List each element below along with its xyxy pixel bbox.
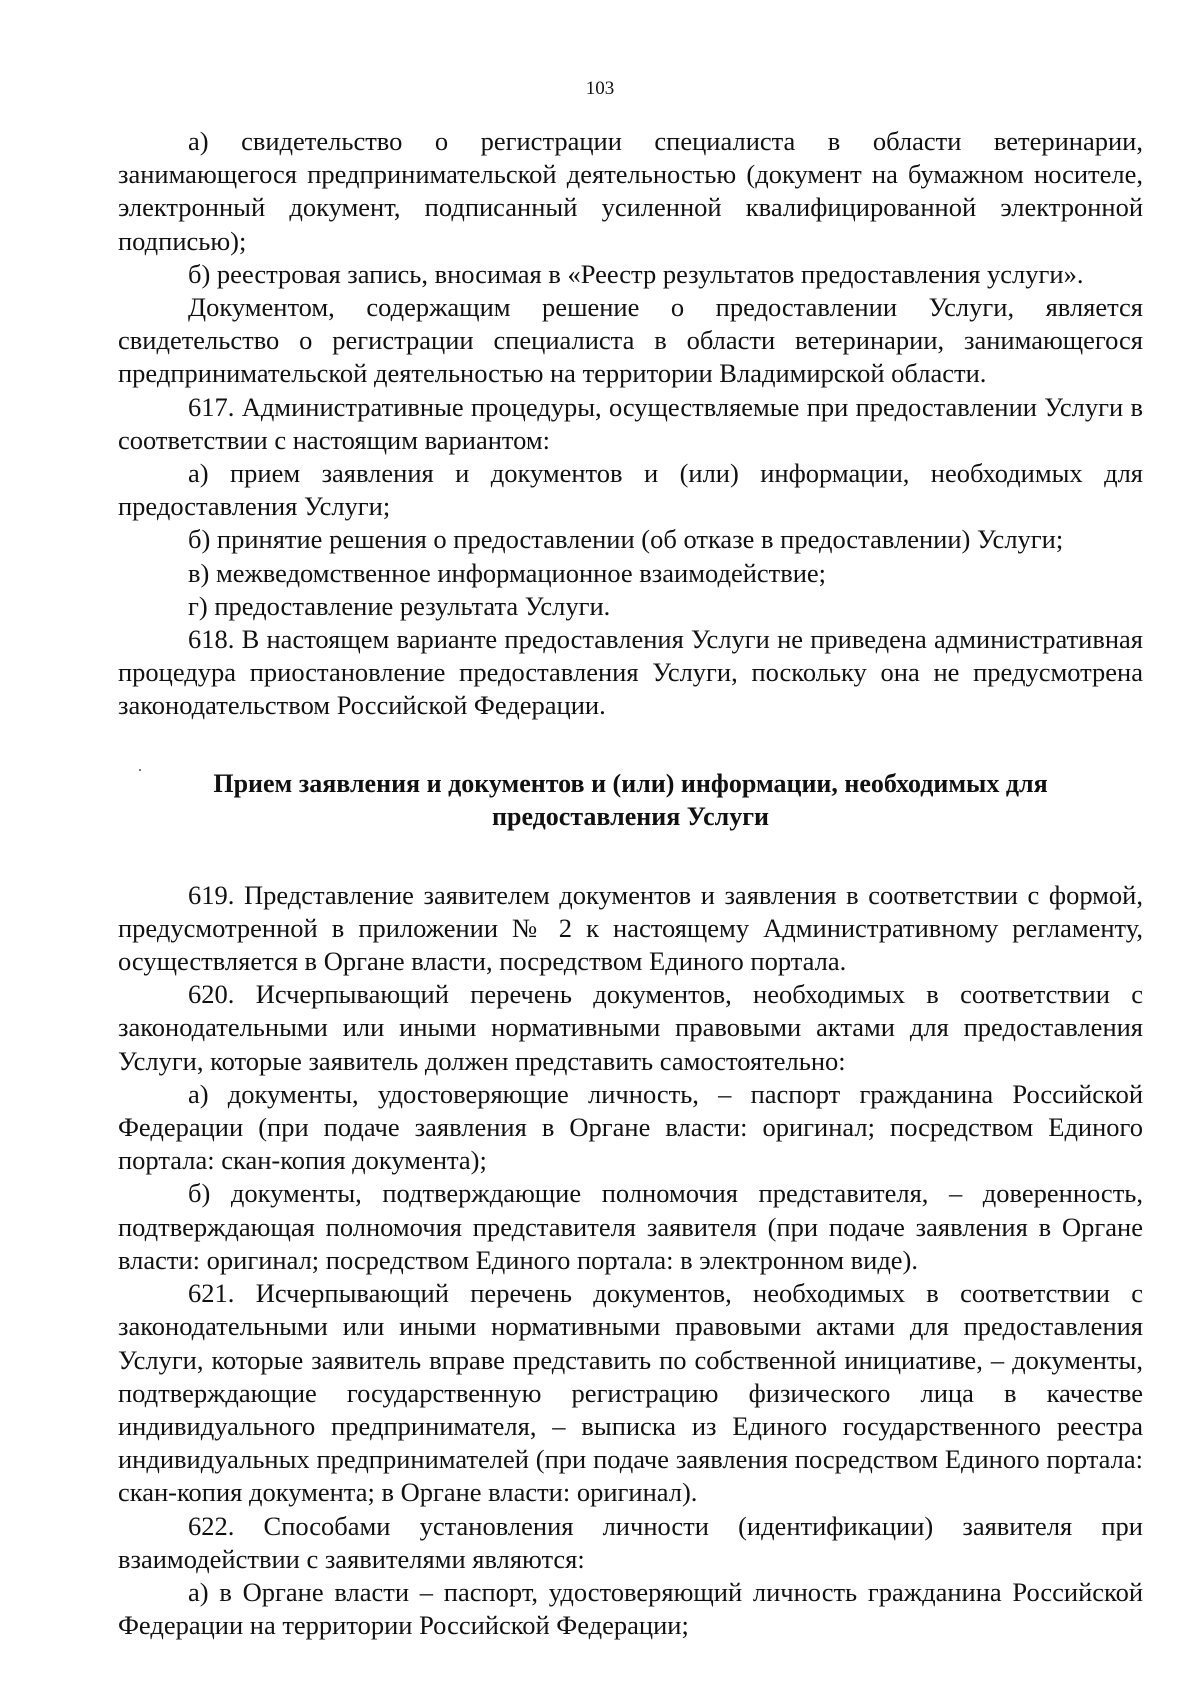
page-number: 103 bbox=[585, 78, 615, 99]
paragraph-617-v: в) межведомственное информационное взаимодействие; bbox=[188, 557, 827, 588]
paragraph-621: 621. Исчерпывающий перечень документов, необходимых в соответствии с законодательными или иными нормативными правовыми актами для предоставления Услуги, которые заявитель вправе представить по собственной инициативе, – документы, подтверждающие государственную регистрацию физического лица в качестве индивидуального предпринимателя, – выписка из Единого государственного реестра индивидуальных предпринимателей (при подаче заявления посредством Единого портала: скан-копия документа; в Органе власти: оригинал). bbox=[118, 1278, 1143, 1508]
paragraph-decision-document: Документом, содержащим решение о предоставлении Услуги, является свидетельство о регистрации специалиста в области ветеринарии, занимающегося предпринимательской деятельностью на территории Владимирской области. bbox=[118, 292, 1143, 389]
paragraph-620-a: а) документы, удостоверяющие личность, – паспорт гражданина Российской Федерации (при подаче заявления в Органе власти: оригинал; посредством Единого портала: скан-копия документа); bbox=[118, 1078, 1143, 1176]
paragraph-617-b: б) принятие решения о предоставлении (об отказе в предоставлении) Услуги; bbox=[188, 524, 1064, 555]
section-heading: Прием заявления и документов и (или) информации, необходимых для предоставления Услуги bbox=[213, 768, 1048, 831]
paragraph-619: 619. Представление заявителем документов и заявления в соответствии с формой, предусмотренной в приложении № 2 к настоящему Административному регламенту, осуществляется в Органе власти, посредством Единого портала. bbox=[118, 879, 1143, 977]
paragraph-certificate: а) свидетельство о регистрации специалиста в области ветеринарии, занимающегося предпринимательской деятельностью (документ на бумажном носителе, электронный документ, подписанный усиленной квалифицированной электронной подписью); bbox=[118, 126, 1143, 256]
paragraph-registry-entry: б) реестровая запись, вносимая в «Реестр результатов предоставления услуги». bbox=[188, 258, 1084, 289]
paragraph-622: 622. Способами установления личности (идентификации) заявителя при взаимодействии с заявителями являются: bbox=[118, 1510, 1143, 1574]
paragraph-620-b: б) документы, подтверждающие полномочия представителя, – доверенность, подтверждающая полномочия представителя заявителя (при подаче заявления в Органе власти: оригинал; посредством Единого портала: в электронном виде). bbox=[118, 1178, 1143, 1275]
paragraph-617-g: г) предоставление результата Услуги. bbox=[188, 590, 611, 621]
paragraph-617-a: а) прием заявления и документов и (или) информации, необходимых для предоставления Услуги; bbox=[118, 458, 1143, 522]
paragraph-622-a: а) в Органе власти – паспорт, удостоверяющий личность гражданина Российской Федерации на территории Российской Федерации; bbox=[118, 1576, 1143, 1641]
paragraph-617: 617. Административные процедуры, осуществляемые при предоставлении Услуги в соответствии с настоящим вариантом: bbox=[118, 391, 1143, 455]
paragraph-618: 618. В настоящем варианте предоставления Услуги не приведена административная процедура приостановление предоставления Услуги, поскольку она не предусмотрена законодательством Российской Федерации. bbox=[118, 624, 1143, 721]
document-body bbox=[118, 125, 1143, 1642]
paragraph-620: 620. Исчерпывающий перечень документов, необходимых в соответствии с законодательными или иными нормативными правовыми актами для предоставления Услуги, которые заявитель должен представить самостоятельно: bbox=[118, 979, 1143, 1076]
